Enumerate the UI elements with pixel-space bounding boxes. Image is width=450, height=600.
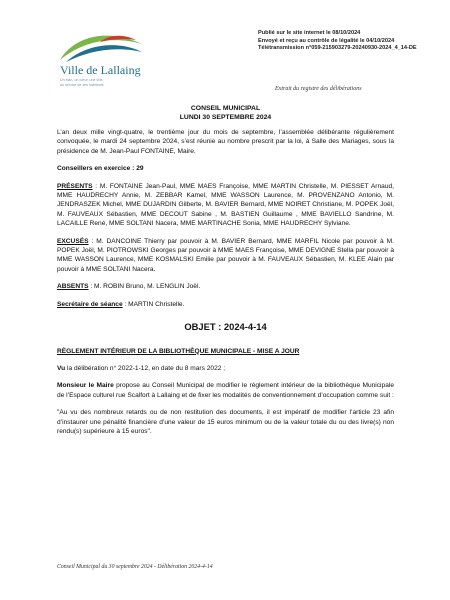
excuses-paragraph: EXCUSÉS : M. DANCOINE Thierry par pouvoir à M. BAVIER Bernard, MME MARFIL Nicole par pouvoir à M. POPEK Joël, M. PIOTROWSKI Georges par pouvoir à MME MAES Françoise, MME DEVIGNE Stella par pouvoir à MME WASSON Laurence, MME KOSMALSKI Emilie par pouvoir à M. FAUVEAUX Sébastien, M. KLEE Alain par pouvoir à MME SOLTANI Nacera.	[57, 237, 394, 273]
stamp-line: Publié sur le site internet le 08/10/2024	[258, 30, 361, 36]
city-logo	[56, 30, 146, 105]
page-footer: Conseil Municipal du 30 septembre 2024 - Délibération 2024-4-14	[57, 564, 213, 570]
presents-paragraph: PRÉSENTS : M. FONTAINE Jean-Paul, MME MAES Françoise, MME MARTIN Christelle, M. PIESSET Arnaud, MME HAUDRECHY Annie, M. ZEBBAR Kamel, MME WASSON Laurence, M. PROVENZANO Antonio, M. JENDRASZEK Michel, MME DUJARDIN Gilberte, M. BAVIER Bernard, MME NOIRET Christiane, M. POPEK Joël, M. FAUVEAUX Sébastien, MME DECOUT Sabine , M. BASTIEN Guillaume , MME BAVIELLO Sandrine, M. LACAILLE René, MME SOLTANI Nacera, MME MARTINACHE Sonia, MME HAUDRECHY Sylviane.	[57, 182, 394, 228]
legal-stamp	[258, 30, 417, 53]
council-title: CONSEIL MUNICIPAL LUNDI 30 SEPTEMBRE 2024	[179, 105, 272, 121]
stamp-line: Télétransmission n°059-215903279-20240930-2024_4_14-DE	[258, 45, 417, 52]
quote-paragraph: "Au vu des nombreux retards ou de non restitution des documents, il est impératif de modifier l’article 23 afin d’instaurer une pénalité financière d’une valeur de 15 euros minimum ou de la valeur totale du ou des livre(s) non rendu(s) supérieure à 15 euros".	[57, 409, 394, 435]
proposal-paragraph: Monsieur le Maire propose au Conseil Municipal de modifier le règlement intérieur de la bibliothèque Municipale de l’Espace culturel rue Scalfort à Lallaing et de fixer les modalités de conventionnement d’occupation comme suit :	[57, 382, 394, 399]
document-body	[57, 104, 394, 436]
intro-paragraph: L’an deux mille vingt-quatre, le trentième jour du mois de septembre, l’assemblée délibérante régulièrement convoquée, le mardi 24 septembre 2024, s’est réunie au nombre prescrit par la loi, à Salle des Mariages, sous la présidence de M. Jean-Paul FONTAINE, Maire.	[57, 129, 394, 155]
objet-heading: OBJET : 2024-4-14	[184, 321, 267, 333]
conseillers-count: Conseillers en exercice : 29	[57, 165, 144, 173]
logo-name: Ville de Lallaing	[60, 63, 141, 77]
logo-tagline: Un élan, un cœur, une ville au service de ses habitants	[60, 78, 104, 87]
stamp-line: Envoyé et reçu au contrôle de légalité le 04/10/2024	[258, 37, 395, 44]
logo-swoosh-icon	[56, 30, 146, 66]
subject-title: RÈGLEMENT INTÉRIEUR DE LA BIBLIOTHÈQUE MUNICIPALE - MISE A JOUR	[57, 347, 300, 355]
vu-paragraph: Vu la délibération n° 2022-1-12, en date du 8 mars 2022 ;	[57, 364, 226, 372]
secretaire-line: Secrétaire de séance : MARTIN Christelle.	[57, 300, 185, 308]
register-extract-label: Extrait du registre des délibérations	[275, 86, 362, 92]
absents-line: ABSENTS : M. ROBIN Bruno, M. LENGLIN Joël.	[57, 283, 201, 291]
